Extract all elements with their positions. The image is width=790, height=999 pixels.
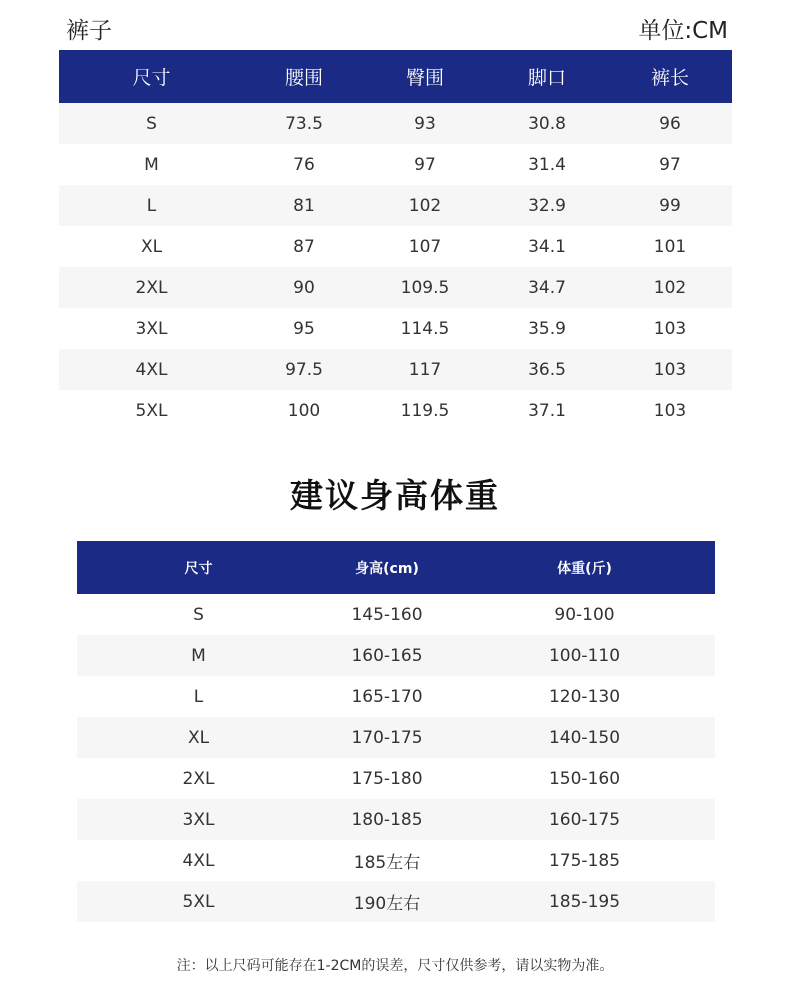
header-size: 尺寸: [59, 50, 244, 103]
table-row: [77, 840, 715, 881]
header-height: 身高(cm): [320, 541, 454, 594]
table-row: [77, 594, 715, 635]
table-row: [59, 308, 732, 349]
table-row: [77, 799, 715, 840]
table-cell: 117: [364, 349, 486, 390]
table-row: [59, 185, 732, 226]
table-cell: 3XL: [59, 308, 244, 349]
table-row: [59, 267, 732, 308]
table-cell: 2XL: [77, 758, 320, 799]
table-cell: 114.5: [364, 308, 486, 349]
table-cell: 5XL: [59, 390, 244, 431]
table-cell: 90: [244, 267, 364, 308]
table-cell: 119.5: [364, 390, 486, 431]
table-cell: 100-110: [454, 635, 715, 676]
table-cell: 100: [244, 390, 364, 431]
table-cell: L: [77, 676, 320, 717]
table-cell: 140-150: [454, 717, 715, 758]
table-cell: 145-160: [320, 594, 454, 635]
table-cell: 97: [608, 144, 732, 185]
table-cell: 3XL: [77, 799, 320, 840]
table-row: [77, 758, 715, 799]
table-cell: 90-100: [454, 594, 715, 635]
table-cell: 102: [608, 267, 732, 308]
table-cell: 32.9: [486, 185, 608, 226]
table-cell: 4XL: [77, 840, 320, 881]
table-cell: 150-160: [454, 758, 715, 799]
table-row: [59, 103, 732, 144]
table-cell: 99: [608, 185, 732, 226]
table-cell: 30.8: [486, 103, 608, 144]
table-cell: 37.1: [486, 390, 608, 431]
table-cell: 185左右: [320, 840, 454, 881]
table-cell: 185-195: [454, 881, 715, 922]
table-cell: 160-165: [320, 635, 454, 676]
table-cell: 103: [608, 390, 732, 431]
table-row: [59, 226, 732, 267]
table-cell: 73.5: [244, 103, 364, 144]
table-cell: M: [77, 635, 320, 676]
table-cell: 76: [244, 144, 364, 185]
table-cell: M: [59, 144, 244, 185]
header-size: 尺寸: [77, 541, 320, 594]
table-cell: 2XL: [59, 267, 244, 308]
table-row: [59, 144, 732, 185]
table-cell: 103: [608, 308, 732, 349]
table-cell: 190左右: [320, 881, 454, 922]
table-cell: 34.7: [486, 267, 608, 308]
header-waist: 腰围: [244, 50, 364, 103]
table-cell: 96: [608, 103, 732, 144]
table-row: [77, 881, 715, 922]
pants-size-table: [59, 50, 732, 431]
table-cell: 31.4: [486, 144, 608, 185]
table-cell: XL: [77, 717, 320, 758]
table-header-row: [59, 50, 732, 103]
table-row: [77, 676, 715, 717]
table-cell: 81: [244, 185, 364, 226]
table-cell: XL: [59, 226, 244, 267]
table-cell: 165-170: [320, 676, 454, 717]
category-label: 裤子: [66, 18, 112, 44]
table-header-row: [77, 541, 715, 594]
table-cell: 95: [244, 308, 364, 349]
recommendation-table: [77, 541, 715, 922]
table-cell: 170-175: [320, 717, 454, 758]
table-cell: S: [59, 103, 244, 144]
table-row: [59, 390, 732, 431]
table-cell: 160-175: [454, 799, 715, 840]
table-cell: 97: [364, 144, 486, 185]
table-cell: 175-180: [320, 758, 454, 799]
table-row: [59, 349, 732, 390]
header-leg-opening: 脚口: [486, 50, 608, 103]
table-cell: 4XL: [59, 349, 244, 390]
table-cell: 5XL: [77, 881, 320, 922]
table-row: [77, 635, 715, 676]
table-cell: 101: [608, 226, 732, 267]
table-cell: 87: [244, 226, 364, 267]
header-hip: 臀围: [364, 50, 486, 103]
header-weight: 体重(斤): [454, 541, 715, 594]
table-row: [77, 717, 715, 758]
table-cell: 109.5: [364, 267, 486, 308]
table-cell: 103: [608, 349, 732, 390]
header-pants-length: 裤长: [608, 50, 732, 103]
unit-label: 单位:CM: [638, 18, 728, 44]
table-cell: 36.5: [486, 349, 608, 390]
table-cell: 102: [364, 185, 486, 226]
table-cell: 93: [364, 103, 486, 144]
table-cell: 34.1: [486, 226, 608, 267]
table-cell: 180-185: [320, 799, 454, 840]
recommendation-title: 建议身高体重: [290, 476, 500, 515]
table-cell: 35.9: [486, 308, 608, 349]
table-cell: 175-185: [454, 840, 715, 881]
table-cell: 120-130: [454, 676, 715, 717]
disclaimer-note: 注：以上尺码可能存在1-2CM的误差，尺寸仅供参考，请以实物为准。: [176, 958, 614, 974]
table-cell: 107: [364, 226, 486, 267]
table-cell: 97.5: [244, 349, 364, 390]
table-cell: S: [77, 594, 320, 635]
table-cell: L: [59, 185, 244, 226]
